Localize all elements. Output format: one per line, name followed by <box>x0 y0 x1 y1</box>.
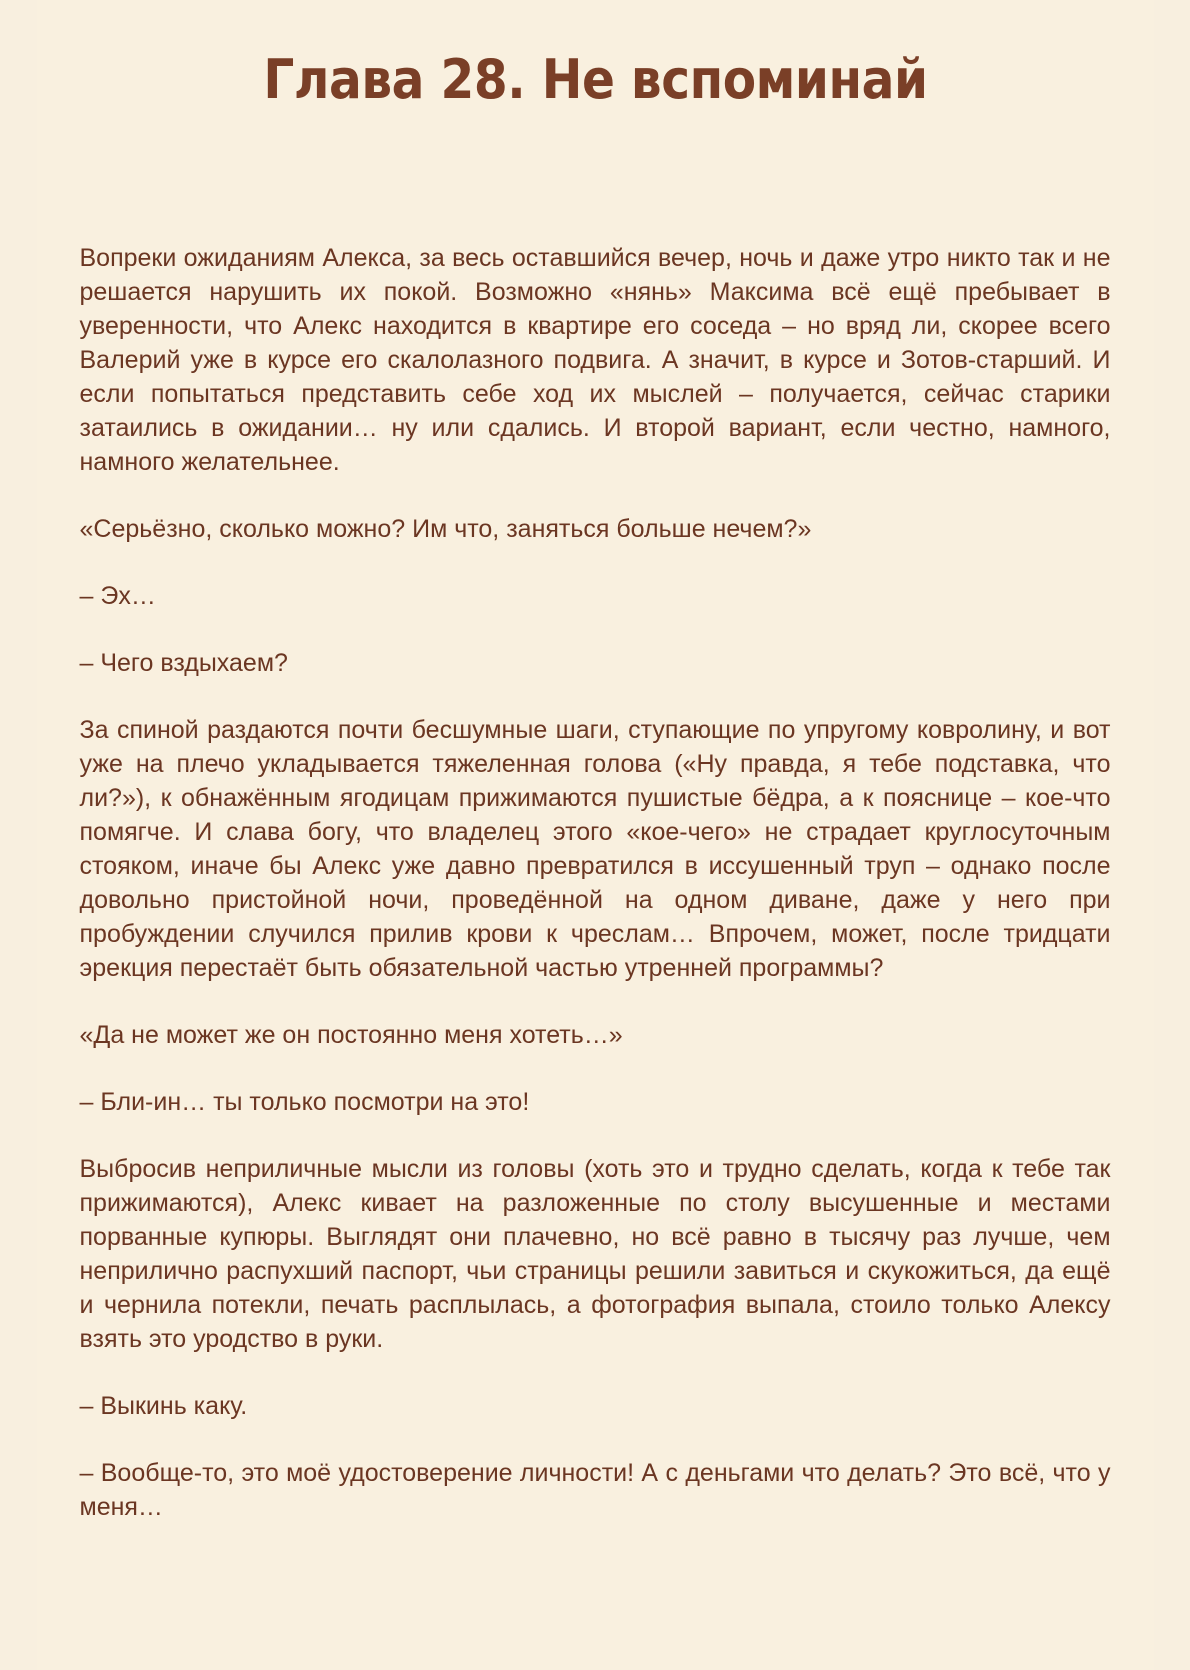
book-page <box>37 0 1154 1670</box>
chapter-title: Глава 28. Не вспоминай <box>262 48 928 111</box>
paragraph: Вопреки ожиданиям Алекса, за весь оставшийся вечер, ночь и даже утро никто так и не решается нарушить их покой. Возможно «нянь» Максима всё ещё пребывает в уверенности, что Алекс находится в квартире его соседа – но вряд ли, скорее всего Валерий уже в курсе его скалолазного подвига. А значит, в курсе и Зотов-старший. И если попытаться представить себе ход их мыслей – получается, сейчас старики затаились в ожидании… ну или сдались. И второй вариант, если честно, намного, намного желательнее. <box>79 244 1111 476</box>
paragraph: «Да не может же он постоянно меня хотеть…» <box>79 1021 623 1049</box>
paragraph: Выбросив неприличные мысли из головы (хоть это и трудно сделать, когда к тебе так прижимаются), Алекс кивает на разложенные по столу высушенные и местами порванные купюры. Выглядят они плачевно, но всё равно в тысячу раз лучше, чем неприлично распухший паспорт, чьи страницы решили завиться и скукожиться, да ещё и чернила потекли, печать расплылась, а фотография выпала, стоило только Алексу взять это уродство в руки. <box>79 1155 1111 1353</box>
paragraph: За спиной раздаются почти бесшумные шаги, ступающие по упругому ковролину, и вот уже на плечо укладывается тяжеленная голова («Ну правда, я тебе подставка, что ли?»), к обнажённым ягодицам прижимаются пушистые бёдра, а к пояснице – кое-что помягче. И слава богу, что владелец этого «кое-чего» не страдает круглосуточным стояком, иначе бы Алекс уже давно превратился в иссушенный труп – однако после довольно пристойной ночи, проведённой на одном диване, даже у него при пробуждении случился прилив крови к чреслам… Впрочем, может, после тридцати эрекция перестаёт быть обязательной частью утренней программы? <box>79 716 1111 982</box>
paragraph: – Бли-ин… ты только посмотри на это! <box>79 1088 530 1116</box>
paragraph: – Эх… <box>79 582 156 610</box>
paragraph: – Вообще-то, это моё удостоверение личности! А с деньгами что делать? Это всё, что у меня… <box>79 1459 1111 1521</box>
chapter-body <box>80 241 1111 1524</box>
paragraph: – Выкинь каку. <box>79 1392 248 1420</box>
paragraph: – Чего вздыхаем? <box>79 649 288 677</box>
paragraph: «Серьёзно, сколько можно? Им что, заняться больше нечем?» <box>79 515 812 543</box>
